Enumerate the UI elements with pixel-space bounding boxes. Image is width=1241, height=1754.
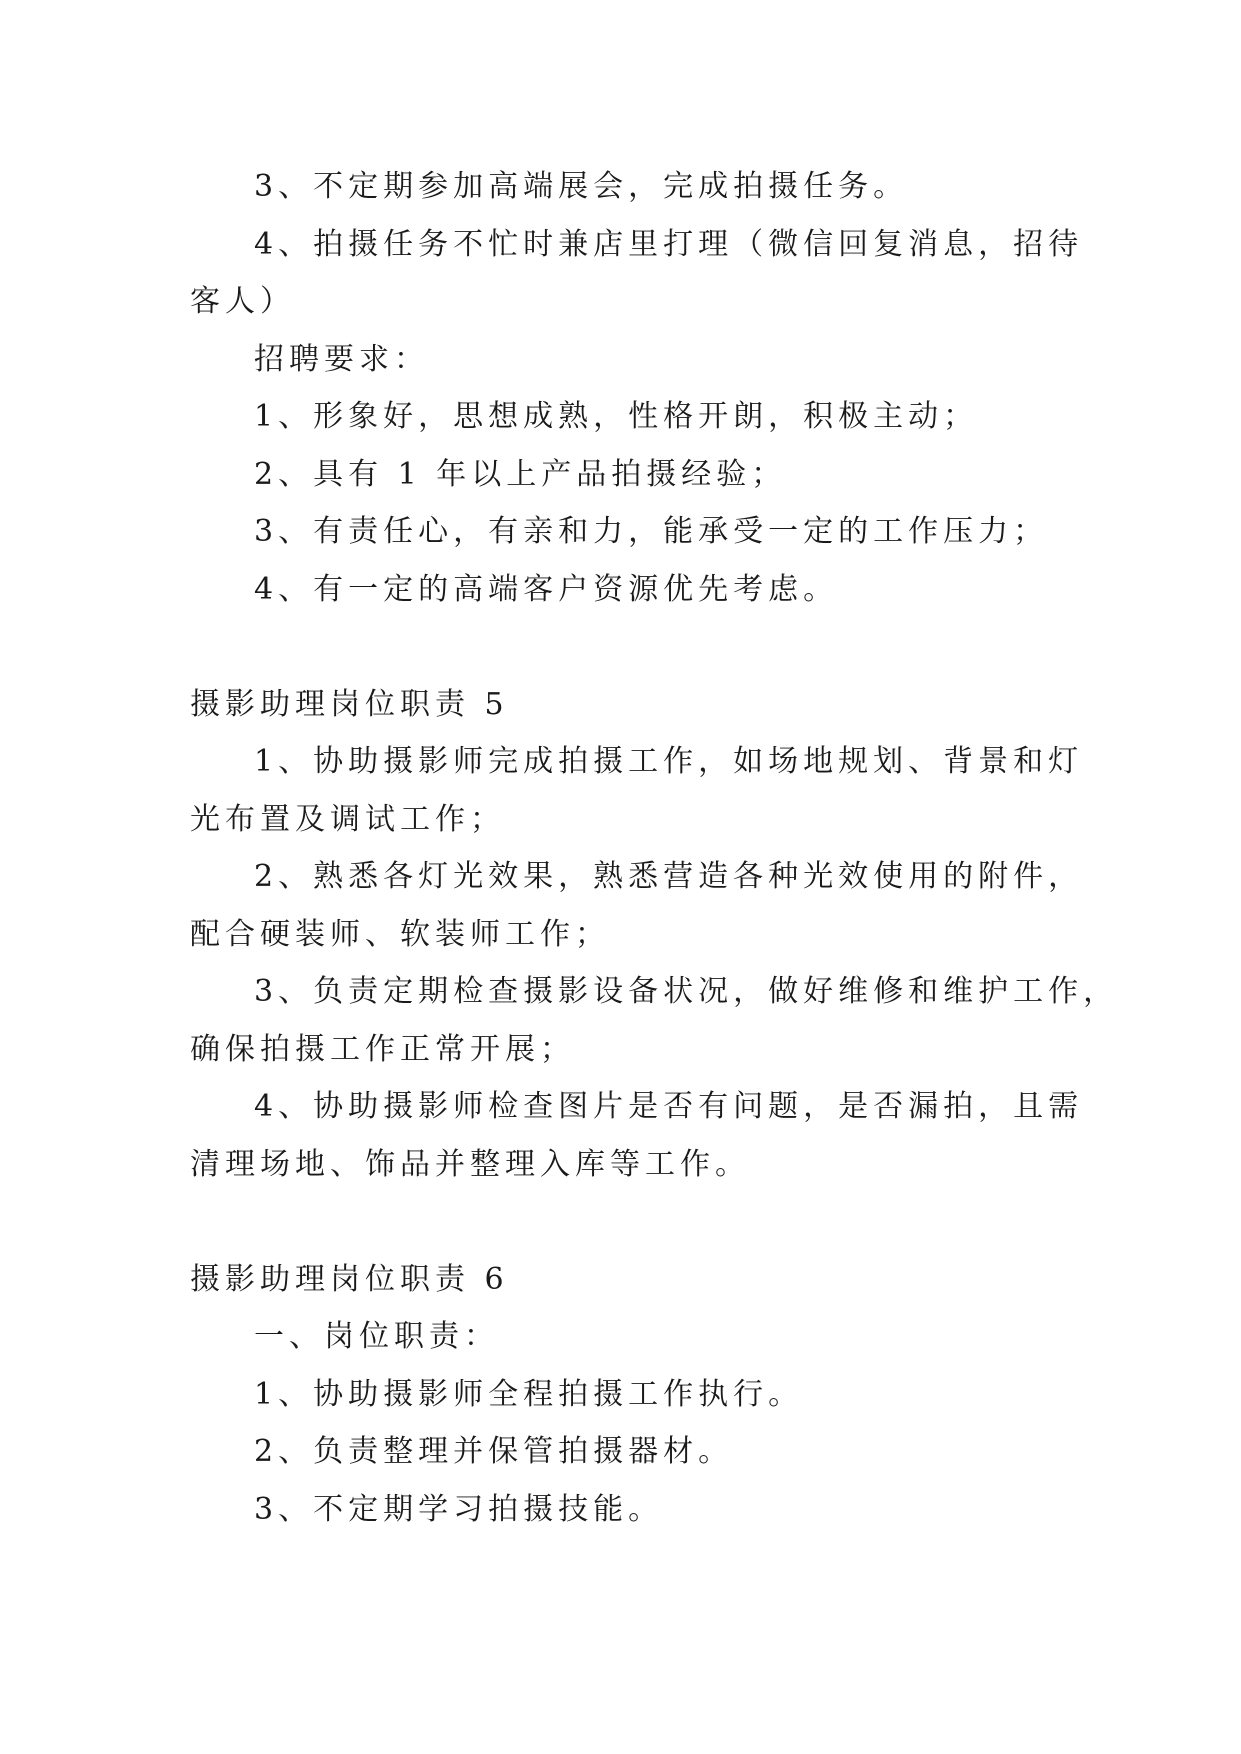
section-5-item-2-line-1: 2、熟悉各灯光效果，熟悉营造各种光效使用的附件， [254,859,1084,894]
requirement-item-4: 4、有一定的高端客户资源优先考虑。 [254,571,839,607]
section-6-subtitle: 一、岗位职责： [254,1319,499,1354]
section-6-item-3: 3、不定期学习拍摄技能。 [254,1491,664,1527]
section-spacer [190,618,1060,676]
requirements-title: 招聘要求： [254,341,429,377]
requirement-item-1: 1、形象好，思想成熟，性格开朗，积极主动； [254,399,979,434]
requirement-item-2: 2、具有 1 年以上产品拍摄经验； [254,456,787,492]
section-5-item-3-line-1: 3、负责定期检查摄影设备状况，做好维修和维护工作， [254,974,1119,1009]
duty-item-3: 3、不定期参加高端展会，完成拍摄任务。 [254,169,909,204]
requirement-item-3: 3、有责任心，有亲和力，能承受一定的工作压力； [254,514,1049,549]
section-5-item-2-line-2: 配合硬装师、软装师工作； [190,916,610,952]
section-5-item-1-line-1: 1、协助摄影师完成拍摄工作，如场地规划、背景和灯 [254,744,1084,779]
section-6-item-2: 2、负责整理并保管拍摄器材。 [254,1434,734,1469]
section-5-item-3-line-2: 确保拍摄工作正常开展； [190,1031,575,1067]
duty-item-4-line-1: 4、拍摄任务不忙时兼店里打理（微信回复消息，招待 [254,226,1084,262]
section-5-item-4-line-1: 4、协助摄影师检查图片是否有问题，是否漏拍，且需 [254,1089,1084,1124]
section-5-title: 摄影助理岗位职责 5 [190,686,509,722]
section-6-item-1: 1、协助摄影师全程拍摄工作执行。 [254,1376,804,1412]
document-body [190,158,1119,1538]
section-5-item-4-line-2: 清理场地、饰品并整理入库等工作。 [190,1146,750,1182]
section-spacer [190,1193,1060,1251]
section-5-item-1-line-2: 光布置及调试工作； [190,801,505,837]
duty-item-4-line-2: 客人） [190,284,295,319]
section-6-title: 摄影助理岗位职责 6 [190,1261,509,1297]
